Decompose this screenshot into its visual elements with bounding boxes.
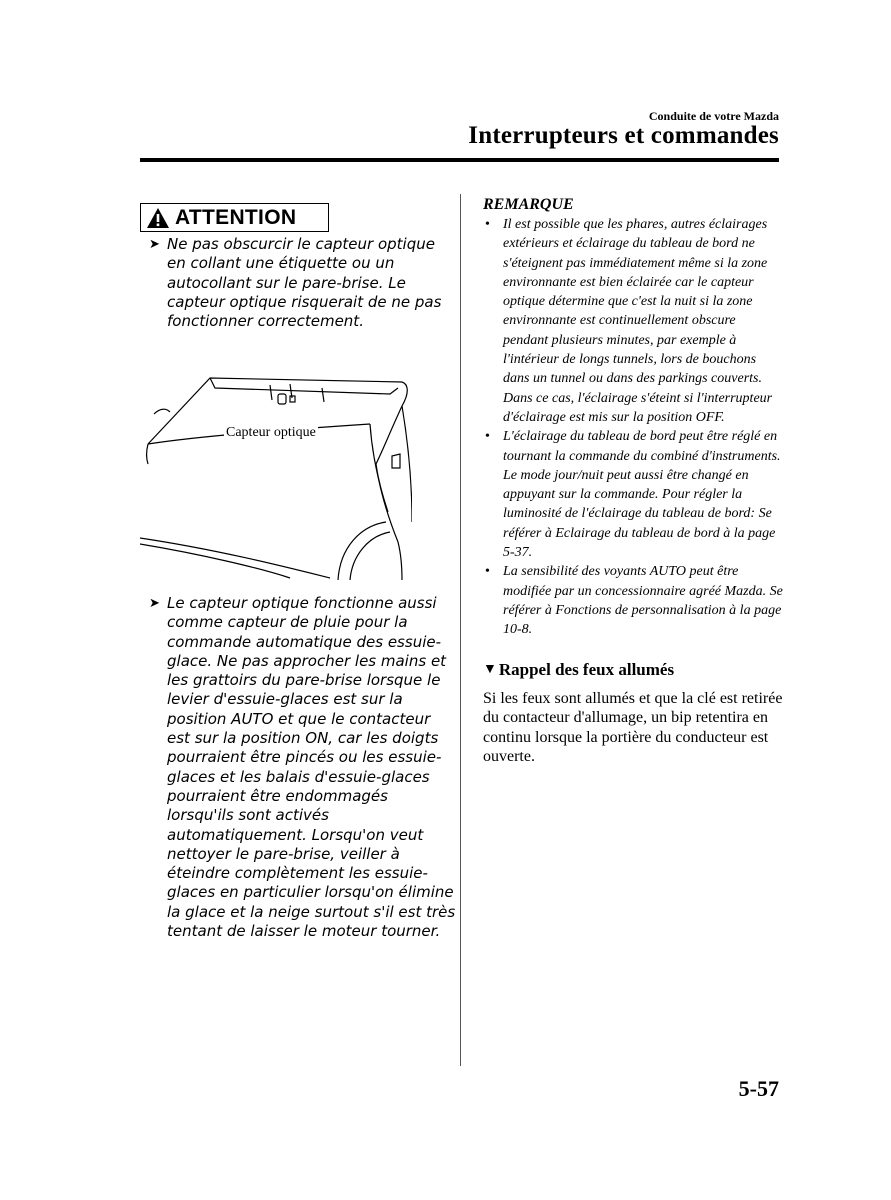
attention-item-text: Le capteur optique fonctionne aussi comme capteur de pluie pour la commande automatique des essuie-glace. Ne pas approcher les mains et les grattoirs du pare-brise lorsque le levier d'essuie-glaces est sur la position AUTO et que le contacteur est sur la position ON, car les doigts pourraient être pincés ou les essuie-glaces et les balais d'essuie-glaces pourraient être endommagés lorsqu'ils sont activés automatiquement. Lorsqu'on veut nettoyer le pare-brise, veiller à éteindre complètement les essuie-glaces en particulier lorsqu'on élimine la glace et la neige surtout s'il est très tentant de laisser le moteur tourner. (167, 594, 456, 941)
remark-item-text: Il est possible que les phares, autres éclairages extérieurs et éclairage du tableau de bord ne s'éteignent pas immédiatement même si la zone environnante est bien éclairée car le capteur optique détermine que c'est la nuit si la zone environnante est continuellement obscure pendant plusieurs minutes, par exemple à l'intérieur de longs tunnels, lors de bouchons dans un tunnel ou dans des parkings couverts. (503, 217, 768, 387)
section-title: Rappel des feux allumés (498, 659, 675, 679)
section-heading (483, 660, 783, 680)
column-divider (460, 194, 461, 1066)
page-title: Interrupteurs et commandes (468, 122, 779, 149)
attention-item-text: Ne pas obscurcir le capteur optique en collant une étiquette ou un autocollant sur le pare-brise. Le capteur optique risquerait de ne pas fonctionner correctement. (167, 235, 442, 331)
arrow-bullet-icon: ➤ (149, 596, 160, 611)
remark-item-text: Dans ce cas, l'éclairage s'éteint si l'interrupteur d'éclairage est mis sur la position OFF. (503, 390, 773, 425)
windshield-illustration (140, 372, 412, 580)
arrow-bullet-icon: ➤ (149, 237, 160, 252)
remark-title: REMARQUE (483, 196, 574, 213)
remark-item: • L'éclairage du tableau de bord peut être réglé en tournant la commande du combiné d'instruments. Le mode jour/nuit peut aussi être changé en appuyant sur la commande. Pour régler la luminosité de l'éclairage du tableau de bord: Se référer à Eclairage du tableau de bord à la page 5-37. (483, 427, 783, 562)
header-rule (140, 158, 779, 162)
remark-item: • La sensibilité des voyants AUTO peut être modifiée par un concessionnaire agréé Mazda. Se référer à Fonctions de personnalisation à la page 10-8. (483, 562, 783, 639)
attention-item (149, 235, 457, 331)
attention-label: ATTENTION (175, 205, 297, 229)
right-column (483, 196, 783, 767)
attention-banner (140, 203, 329, 232)
attention-item (149, 594, 457, 941)
section-body: Si les feux sont allumés et que la clé est retirée du contacteur d'allumage, un bip retentira en continu lorsque la portière du conducteur est ouverte. (483, 689, 783, 766)
header-subtitle: Conduite de votre Mazda (648, 109, 779, 123)
page-number: 5-57 (738, 1076, 779, 1101)
sensor-label: Capteur optique (226, 425, 316, 440)
triangle-marker-icon: ▼ (483, 661, 497, 677)
warning-triangle-icon (146, 207, 170, 229)
remark-item (483, 215, 783, 427)
remark-list (483, 215, 783, 640)
